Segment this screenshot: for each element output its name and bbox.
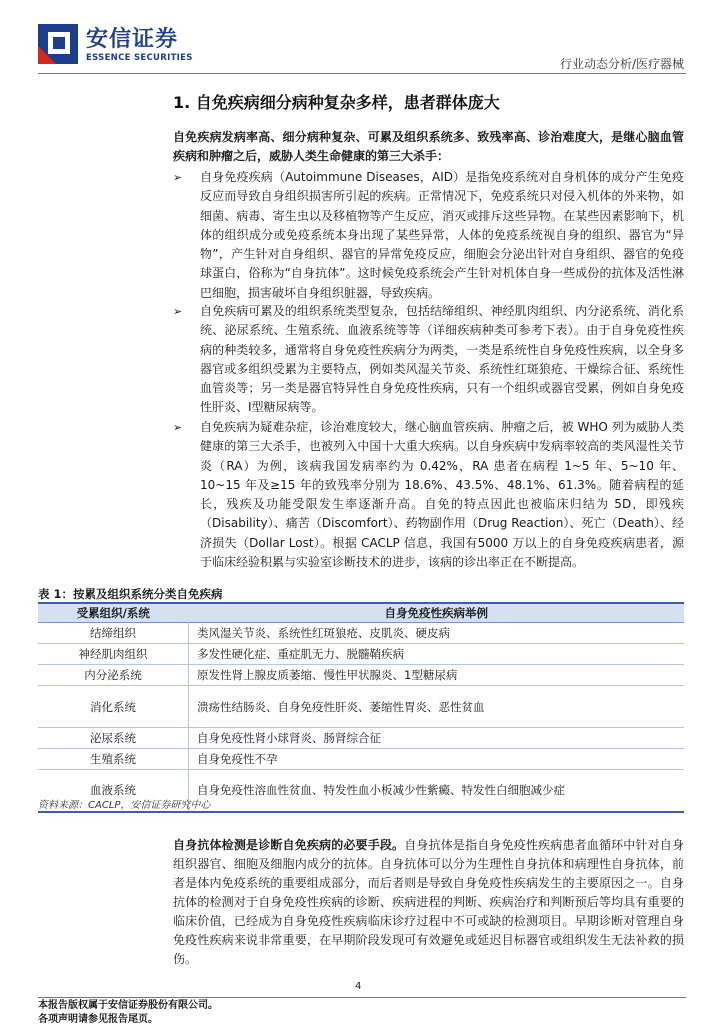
paragraph-highlight: 自身抗体检测是诊断自免疾病的必要手段。 <box>173 838 405 852</box>
table-caption: 表 1：按累及组织系统分类自免疾病 <box>38 587 223 601</box>
lead-paragraph: 自免疾病发病率高、细分病种复杂、可累及组织系统多、致残率高、诊治难度大，是继心脑血管疾病和肿瘤之后，威胁人类生命健康的第三大杀手： <box>173 130 684 163</box>
bullet-item <box>173 302 684 418</box>
table-cell-system: 消化系统 <box>38 686 189 728</box>
arrow-bullet-icon: ➢ <box>173 421 183 434</box>
disease-table <box>38 602 684 813</box>
table-source-note: 资料来源：CACLP，安信证券研究中心 <box>38 800 211 811</box>
table-cell-system: 结缔组织 <box>38 623 189 644</box>
table-cell-diseases: 多发性硬化症、重症肌无力、脱髓鞘疾病 <box>189 644 685 665</box>
arrow-bullet-icon: ➢ <box>173 305 183 318</box>
table-cell-system: 生殖系统 <box>38 749 189 770</box>
footer-disclaimer <box>38 999 218 1027</box>
table-row <box>38 623 684 644</box>
table-header-diseases: 自身免疫性疾病举例 <box>189 603 685 623</box>
table-cell-diseases: 自身免疫性溶血性贫血、特发性血小板减少性紫癜、特发性白细胞减少症 <box>189 770 685 812</box>
logo-chinese-name: 安信证券 <box>86 27 179 52</box>
logo-english-name: ESSENCE SECURITIES <box>86 53 193 63</box>
paragraph-body: 自身抗体是指自身免疫性疾病患者血循环中针对自身组织器官、细胞及细胞内成分的抗体。自身抗体可以分为生理性自身抗体和病理性自身抗体，前者是体内免疫系统的重要组成部分，而后者则是导致自身免疫性疾病发生的主要原因之一。自身抗体的检测对于自身免疫性疾病的诊断、疾病进程的判断、疾病治疗和判断预后等均具有重要的临床价值，已经成为自身免疫性疾病临床诊疗过程中不可或缺的检测项目。早期诊断对管理自身免疫性疾病来说非常重要，在早期阶段发现可有效避免或延迟目标器官或组织发生无法补救的损伤。 <box>173 838 684 966</box>
table-cell-system: 神经肌肉组织 <box>38 644 189 665</box>
section-title: 1. 自免疾病细分病种复杂多样，患者群体庞大 <box>173 93 500 112</box>
report-category: 行业动态分析/医疗器械 <box>559 57 684 71</box>
footer-statement-note: 各项声明请参见报告尾页。 <box>38 1014 158 1025</box>
table-cell-diseases: 自身免疫性不孕 <box>189 749 685 770</box>
table-header-system: 受累组织/系统 <box>38 603 189 623</box>
footer-copyright: 本报告版权属于安信证券股份有限公司。 <box>38 1000 218 1011</box>
table-row <box>38 749 684 770</box>
bullet-item <box>173 168 684 303</box>
bullet-text: 自身免疫疾病（Autoimmune Diseases，AID）是指免疫系统对自身机体的成分产生免疫反应而导致自身组织损害所引起的疾病。正常情况下，免疫系统只对侵入机体的外来物，如细菌、病毒、寄生虫以及移植物等产生反应，消灭或排斥这些异物。在某些因素影响下，机体的组织成分或免疫系统本身出现了某些异常，人体的免疫系统视自身的组织、器官为“异物”，产生针对自身组织、器官的异常免疫反应，细胞会分泌出针对自身组织、器官的免疫球蛋白，俗称为“自身抗体”。这时候免疫系统会产生针对机体自身一些成份的抗体及活性淋巴细胞，损害破坏自身组织脏器，导致疾病。 <box>200 170 684 300</box>
table-cell-diseases: 原发性肾上腺皮质萎缩、慢性甲状腺炎、1型糖尿病 <box>189 665 685 686</box>
table-cell-system: 血液系统 <box>38 770 189 812</box>
page-number: 4 <box>355 981 362 992</box>
table-cell-diseases: 自身免疫性肾小球肾炎、肠肾综合征 <box>189 728 685 749</box>
logo-mark-icon <box>38 24 78 64</box>
table-row <box>38 686 684 728</box>
bullet-item <box>173 418 684 572</box>
bullet-text: 自免疾病可累及的组织系统类型复杂，包括结缔组织、神经肌肉组织、内分泌系统、消化系统、泌尿系统、生殖系统、血液系统等等（详细疾病种类可参考下表）。由于自身免疫性疾病的种类较多，通常将自身免疫性疾病分为两类，一类是系统性自身免疫性疾病，以全身多器官或多组织受累为主要特点，例如类风湿关节炎、系统性红斑狼疮、干燥综合征、系统性血管炎等；另一类是器官特异性自身免疫性疾病，只有一个组织或器官受累，例如自身免疫性肝炎、I型糖尿病等。 <box>200 304 684 415</box>
table-cell-system: 泌尿系统 <box>38 728 189 749</box>
bullet-text: 自免疾病为疑难杂症，诊治难度较大，继心脑血管疾病、肿瘤之后，被 WHO 列为威胁人类健康的第三大杀手，也被列入中国十大重大疾病。以自身疾病中发病率较高的类风湿性关节炎（RA）为例，该病我国发病率约为 0.42%，RA 患者在病程 1~5 年、5~10 年、10~15 年及≥15 年的致残率分别为 18.6%、43.5%、48.1%、61.3%。随着病程的延长，残疾及功能受限发生率逐渐升高。自免的特点因此也被临床归结为 5D，即残疾（Disability）、痛苦（Discomfort）、药物副作用（Drug Reaction）、死亡（Death）、经济损失（Dollar Lost）。根据 CACLP 信息，我国有5000 万以上的自身免疫疾病患者，源于临床经验积累与实验室诊断技术的进步，该病的诊出率正在不断提高。 <box>200 420 684 570</box>
table-cell-diseases: 类风湿关节炎、系统性红斑狼疮、皮肌炎、硬皮病 <box>189 623 685 644</box>
footer-divider <box>38 997 686 998</box>
table-cell-system: 内分泌系统 <box>38 665 189 686</box>
arrow-bullet-icon: ➢ <box>173 171 183 184</box>
company-logo <box>38 22 208 68</box>
table-row <box>38 728 684 749</box>
header-divider <box>38 73 686 74</box>
table-cell-diseases: 溃疡性结肠炎、自身免疫性肝炎、萎缩性胃炎、恶性贫血 <box>189 686 685 728</box>
table-row <box>38 644 684 665</box>
antibody-paragraph <box>173 836 684 969</box>
table-row <box>38 665 684 686</box>
table-header-row <box>38 603 684 623</box>
